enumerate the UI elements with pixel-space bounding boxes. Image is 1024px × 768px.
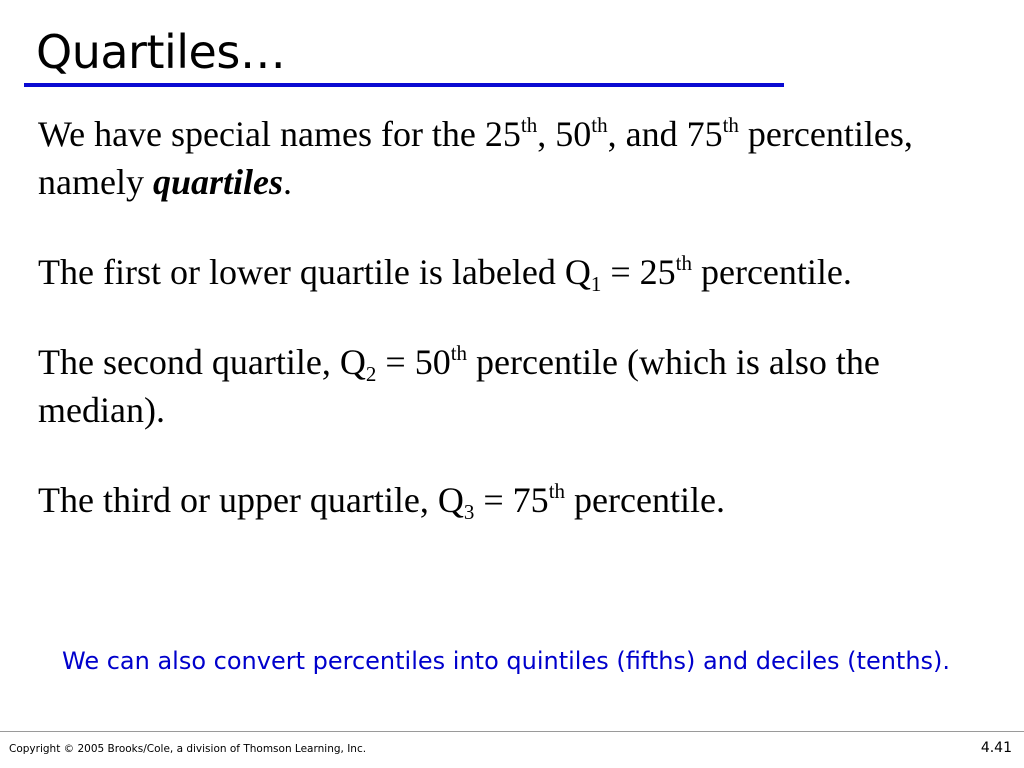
title-underline: [24, 83, 784, 87]
quartile-subscript: 1: [590, 272, 602, 296]
text-run: , and 75: [607, 114, 723, 154]
paragraph-quartile-intro: [38, 110, 913, 206]
ordinal-superscript: th: [722, 113, 739, 137]
text-run: We have special names for the 25: [38, 114, 521, 154]
text-run: percentile (which is also the: [467, 342, 880, 382]
text-run: = 75: [474, 480, 549, 520]
text-run: .: [283, 162, 292, 202]
text-run: The second quartile, Q: [38, 342, 366, 382]
paragraph-line: [38, 158, 913, 206]
ordinal-superscript: th: [591, 113, 608, 137]
emphasis-quartiles: quartiles: [152, 162, 283, 202]
paragraph-line: [38, 338, 880, 386]
paragraph-second-quartile: [38, 338, 880, 434]
text-run: , 50: [537, 114, 592, 154]
paragraph-line: [38, 476, 725, 524]
text-run: = 25: [601, 252, 676, 292]
quartile-subscript: 3: [463, 500, 475, 524]
paragraph-line: median).: [38, 390, 165, 430]
paragraph-third-quartile: [38, 476, 725, 524]
ordinal-superscript: th: [450, 341, 468, 365]
quintiles-deciles-note: We can also convert percentiles into quintiles (fifths) and deciles (tenths).: [62, 647, 951, 675]
page-number: 4.41: [980, 740, 1012, 756]
ordinal-superscript: th: [520, 113, 538, 137]
paragraph-line: [38, 110, 913, 158]
text-run: percentile.: [691, 252, 852, 292]
ordinal-superscript: th: [548, 479, 566, 503]
text-run: The first or lower quartile is labeled Q: [38, 252, 591, 292]
text-run: percentile.: [565, 480, 725, 520]
paragraph-line: [38, 248, 852, 296]
copyright-notice: Copyright © 2005 Brooks/Cole, a division of Thomson Learning, Inc.: [9, 743, 367, 755]
footer-divider: [0, 731, 1024, 732]
text-run: = 50: [376, 342, 451, 382]
text-run: percentiles,: [738, 114, 913, 154]
text-run: The third or upper quartile, Q: [38, 480, 464, 520]
text-run: namely: [38, 162, 153, 202]
paragraph-first-quartile: [38, 248, 852, 296]
slide-title: Quartiles…: [36, 25, 286, 79]
quartile-subscript: 2: [365, 362, 377, 386]
ordinal-superscript: th: [675, 251, 692, 275]
